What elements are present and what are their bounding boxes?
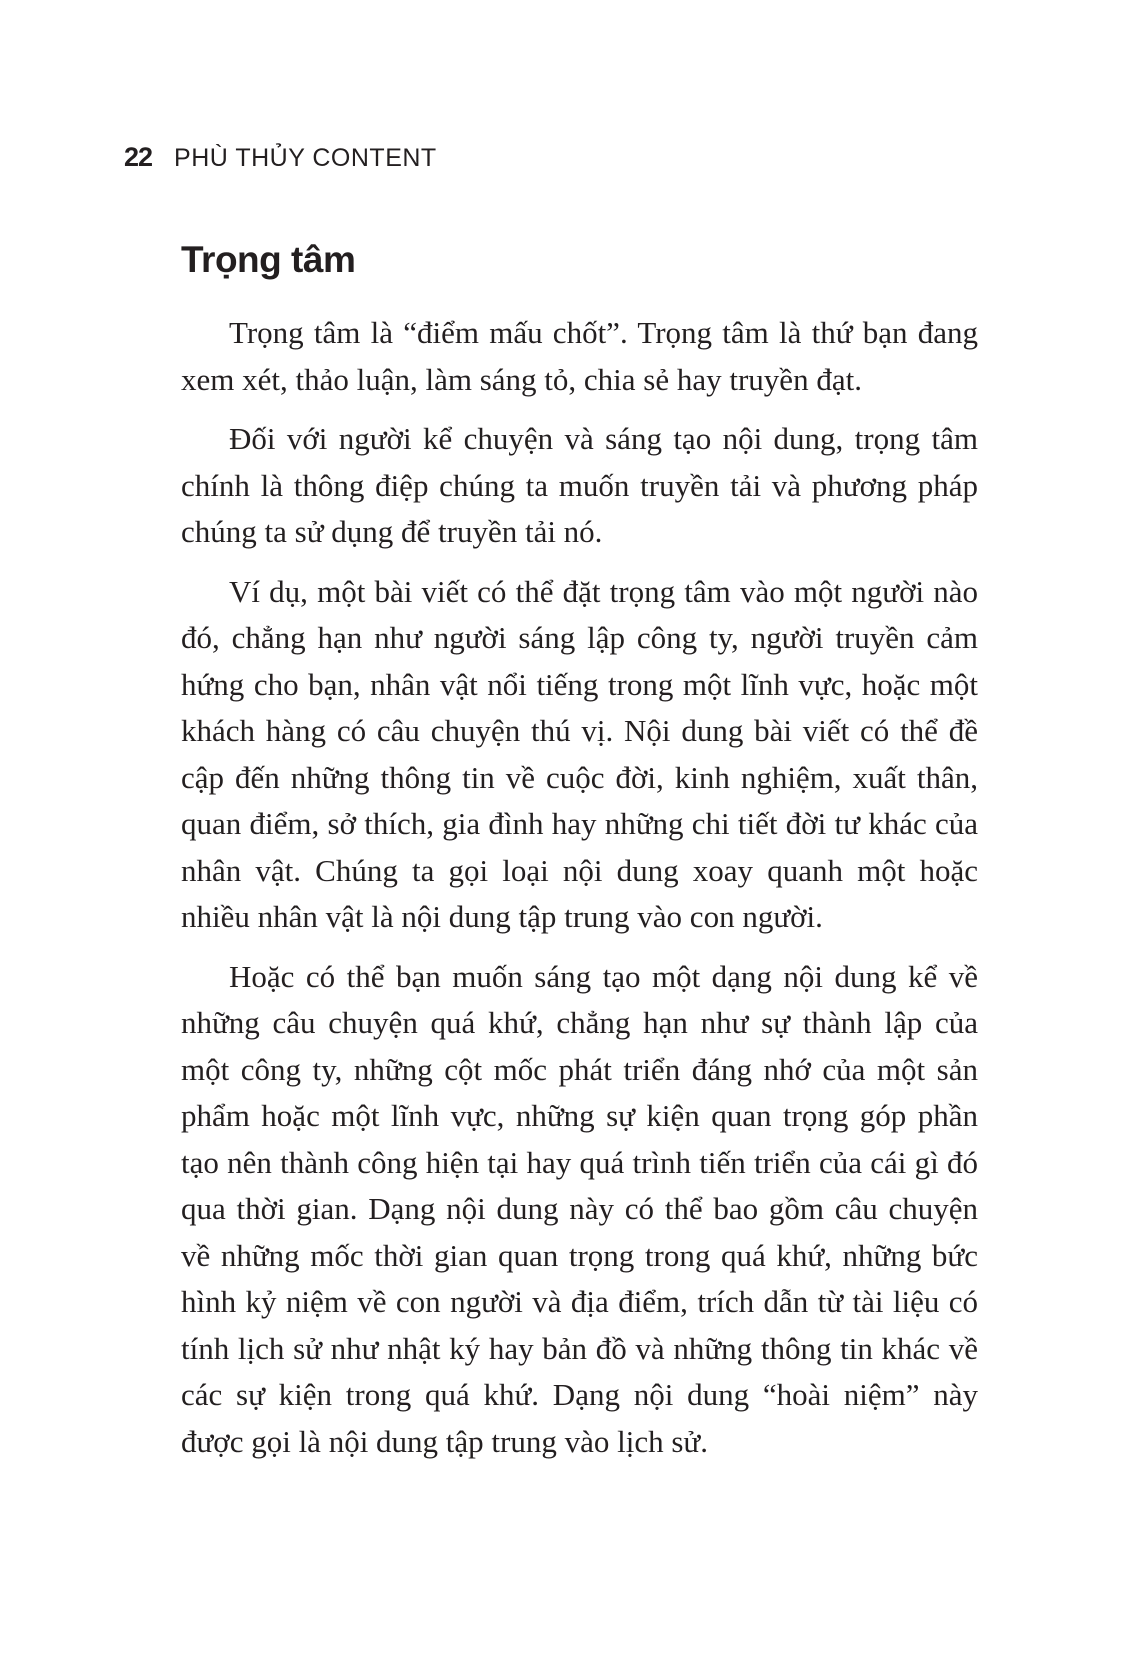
- body-text: [181, 310, 978, 1478]
- book-title: PHÙ THỦY CONTENT: [174, 144, 437, 172]
- paragraph: Đối với người kể chuyện và sáng tạo nội dung, trọng tâm chính là thông điệp chúng ta muốn truyền tải và phương pháp chúng ta sử dụng để truyền tải nó.: [181, 421, 978, 549]
- page-number: 22: [124, 142, 153, 172]
- paragraph: Hoặc có thể bạn muốn sáng tạo một dạng nội dung kể về những câu chuyện quá khứ, chẳng hạn như sự thành lập của một công ty, những cột mốc phát triển đáng nhớ của một sản phẩm hoặc một lĩnh vực, những sự kiện quan trọng góp phần tạo nên thành công hiện tại hay quá trình tiến triển của cái gì đó qua thời gian. Dạng nội dung này có thể bao gồm câu chuyện về những mốc thời gian quan trọng trong quá khứ, những bức hình kỷ niệm về con người và địa điểm, trích dẫn từ tài liệu có tính lịch sử như nhật ký hay bản đồ và những thông tin khác về các sự kiện trong quá khứ. Dạng nội dung “hoài niệm” này được gọi là nội dung tập trung vào lịch sử.: [181, 958, 978, 1459]
- paragraph: Trọng tâm là “điểm mấu chốt”. Trọng tâm là thứ bạn đang xem xét, thảo luận, làm sáng tỏ, chia sẻ hay truyền đạt.: [181, 315, 978, 397]
- paragraph: Ví dụ, một bài viết có thể đặt trọng tâm vào một người nào đó, chẳng hạn như người sáng lập công ty, người truyền cảm hứng cho bạn, nhân vật nổi tiếng trong một lĩnh vực, hoặc một khách hàng có câu chuyện thú vị. Nội dung bài viết có thể đề cập đến những thông tin về cuộc đời, kinh nghiệm, xuất thân, quan điểm, sở thích, gia đình hay những chi tiết đời tư khác của nhân vật. Chúng ta gọi loại nội dung xoay quanh một hoặc nhiều nhân vật là nội dung tập trung vào con người.: [181, 573, 978, 934]
- running-head: [124, 142, 437, 173]
- section-heading: Trọng tâm: [181, 239, 356, 280]
